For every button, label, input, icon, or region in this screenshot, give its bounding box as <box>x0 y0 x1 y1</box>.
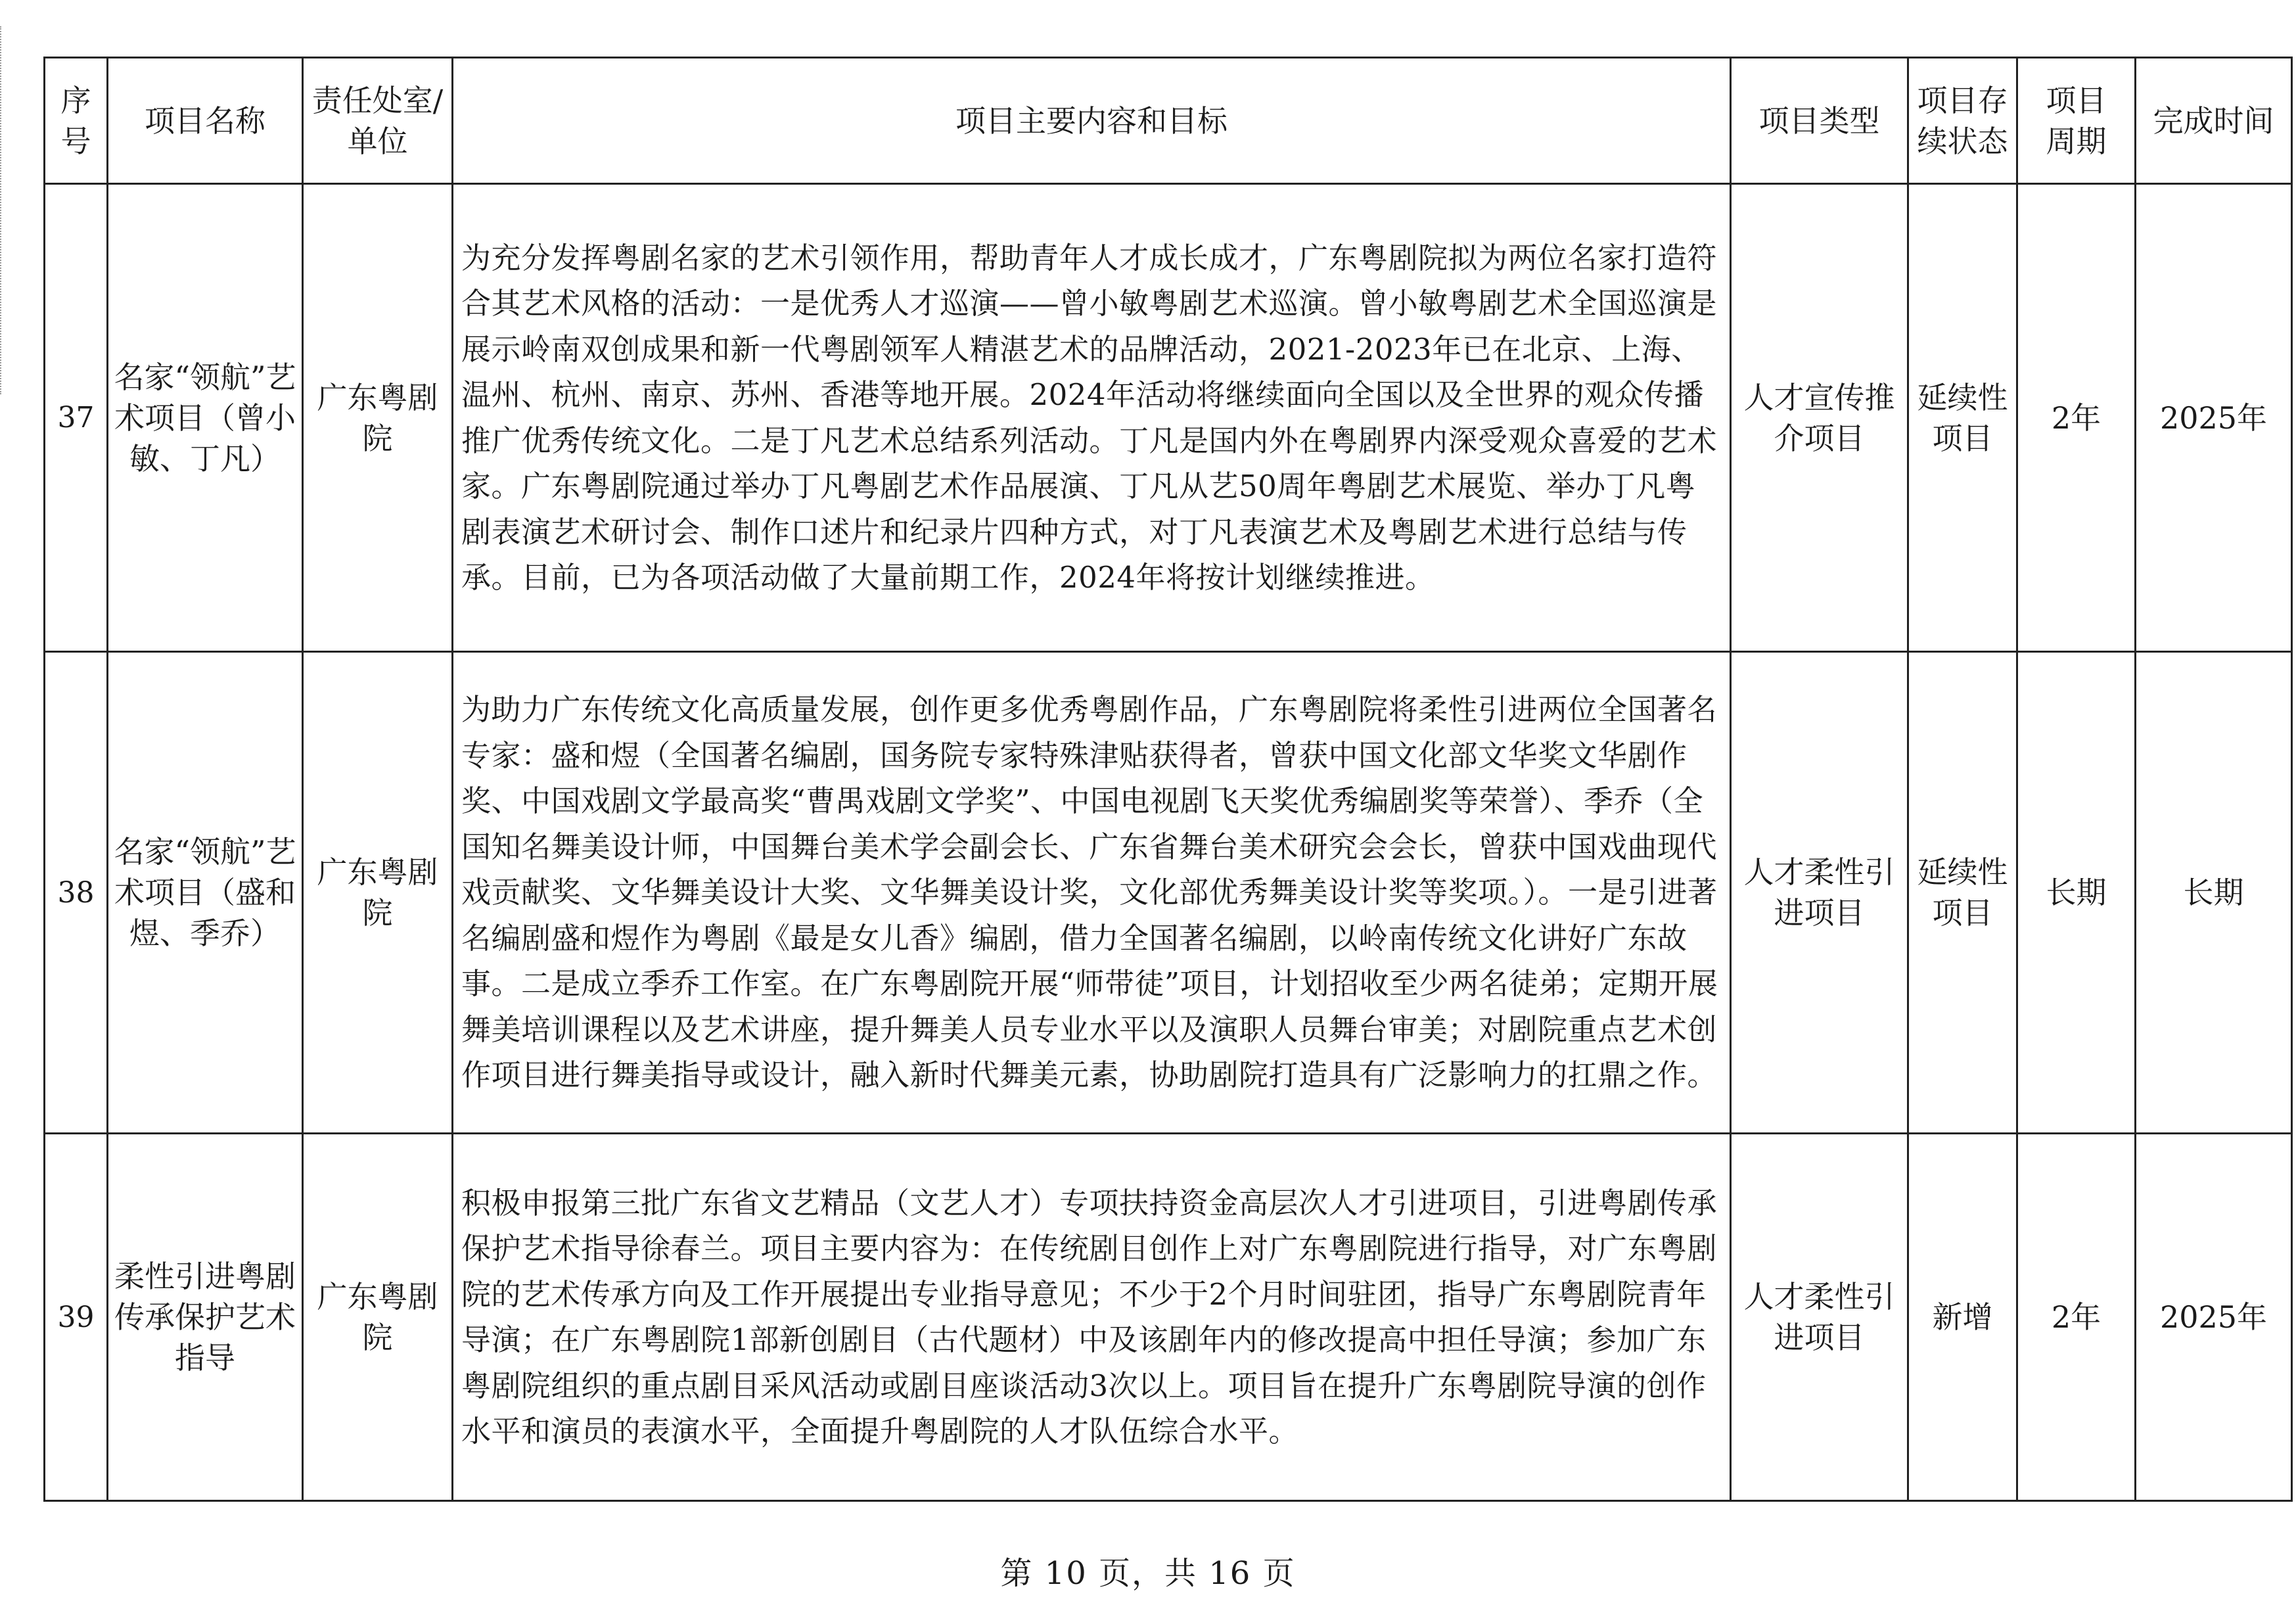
project-name: 名家“领航”艺术项目（曾小敏、丁凡） <box>108 184 303 652</box>
project-cycle: 2年 <box>2017 184 2136 652</box>
project-cycle: 2年 <box>2017 1134 2136 1501</box>
project-content-text: 为助力广东传统文化高质量发展，创作更多优秀粤剧作品，广东粤剧院将柔性引进两位全国著名专家：盛和煜（全国著名编剧，国务院专家特殊津贴获得者，曾获中国文化部文华奖文华剧作奖、中国戏剧文学最高奖“曹禺戏剧文学奖”、中国电视剧飞天奖优秀编剧奖等荣誉）、季乔（全国知名舞美设计师，中国舞台美术学会副会长、广东省舞台美术研究会会长，曾获中国戏曲现代戏贡献奖、文华舞美设计大奖、文华舞美设计奖，文化部优秀舞美设计奖等奖项。）。一是引进著名编剧盛和煜作为粤剧《最是女儿香》编剧，借力全国著名编剧，以岭南传统文化讲好广东故事。二是成立季乔工作室。在广东粤剧院开展“师带徒”项目，计划招收至少两名徒弟；定期开展舞美培训课程以及艺术讲座，提升舞美人员专业水平以及演职人员舞台审美；对剧院重点艺术创作项目进行舞美指导或设计，融入新时代舞美元素，协助剧院打造具有广泛影响力的扛鼎之作。 <box>461 692 1718 1093</box>
header-unit: 责任处室/单位 <box>303 58 453 184</box>
table-row <box>45 184 2292 652</box>
completion-time: 2025年 <box>2136 1134 2292 1501</box>
completion-time: 2025年 <box>2136 184 2292 652</box>
project-cycle: 长期 <box>2017 652 2136 1134</box>
project-type: 人才柔性引进项目 <box>1731 652 1908 1134</box>
project-content <box>453 184 1731 652</box>
project-table <box>43 57 2293 1502</box>
scan-edge <box>0 26 4 394</box>
table-row <box>45 1134 2292 1501</box>
header-type: 项目类型 <box>1731 58 1908 184</box>
project-content <box>453 652 1731 1134</box>
header-content: 项目主要内容和目标 <box>453 58 1731 184</box>
table-header-row <box>45 58 2292 184</box>
project-status: 延续性项目 <box>1908 652 2017 1134</box>
project-name: 名家“领航”艺术项目（盛和煜、季乔） <box>108 652 303 1134</box>
page-number: 第 10 页，共 16 页 <box>1000 1555 1296 1592</box>
project-status: 新增 <box>1908 1134 2017 1501</box>
project-content-text: 积极申报第三批广东省文艺精品（文艺人才）专项扶持资金高层次人才引进项目，引进粤剧传承保护艺术指导徐春兰。项目主要内容为：在传统剧目创作上对广东粤剧院进行指导，对广东粤剧院的艺术传承方向及工作开展提出专业指导意见；不少于2个月时间驻团，指导广东粤剧院青年导演；在广东粤剧院1部新创剧目（古代题材）中及该剧年内的修改提高中担任导演；参加广东粤剧院组织的重点剧目采风活动或剧目座谈活动3次以上。项目旨在提升广东粤剧院导演的创作水平和演员的表演水平，全面提升粤剧院的人才队伍综合水平。 <box>461 1185 1718 1449</box>
row-index: 37 <box>45 184 108 652</box>
completion-time: 长期 <box>2136 652 2292 1134</box>
table-row <box>45 652 2292 1134</box>
responsible-unit: 广东粤剧院 <box>303 1134 453 1501</box>
header-name: 项目名称 <box>108 58 303 184</box>
project-status: 延续性项目 <box>1908 184 2017 652</box>
row-index: 38 <box>45 652 108 1134</box>
project-content <box>453 1134 1731 1501</box>
header-completion: 完成时间 <box>2136 58 2292 184</box>
row-index: 39 <box>45 1134 108 1501</box>
project-content-text: 为充分发挥粤剧名家的艺术引领作用，帮助青年人才成长成才，广东粤剧院拟为两位名家打造符合其艺术风格的活动：一是优秀人才巡演——曾小敏粤剧艺术巡演。曾小敏粤剧艺术全国巡演是展示岭南双创成果和新一代粤剧领军人精湛艺术的品牌活动，2021-2023年已在北京、上海、温州、杭州、南京、苏州、香港等地开展。2024年活动将继续面向全国以及全世界的观众传播推广优秀传统文化。二是丁凡艺术总结系列活动。丁凡是国内外在粤剧界内深受观众喜爱的艺术家。广东粤剧院通过举办丁凡粤剧艺术作品展演、丁凡从艺50周年粤剧艺术展览、举办丁凡粤剧表演艺术研讨会、制作口述片和纪录片四种方式，对丁凡表演艺术及粤剧艺术进行总结与传承。目前，已为各项活动做了大量前期工作，2024年将按计划继续推进。 <box>461 240 1718 595</box>
header-index: 序号 <box>45 58 108 184</box>
project-type: 人才宣传推介项目 <box>1731 184 1908 652</box>
header-status: 项目存续状态 <box>1908 58 2017 184</box>
project-type: 人才柔性引进项目 <box>1731 1134 1908 1501</box>
header-cycle: 项目周期 <box>2017 58 2136 184</box>
responsible-unit: 广东粤剧院 <box>303 184 453 652</box>
responsible-unit: 广东粤剧院 <box>303 652 453 1134</box>
project-name: 柔性引进粤剧传承保护艺术指导 <box>108 1134 303 1501</box>
